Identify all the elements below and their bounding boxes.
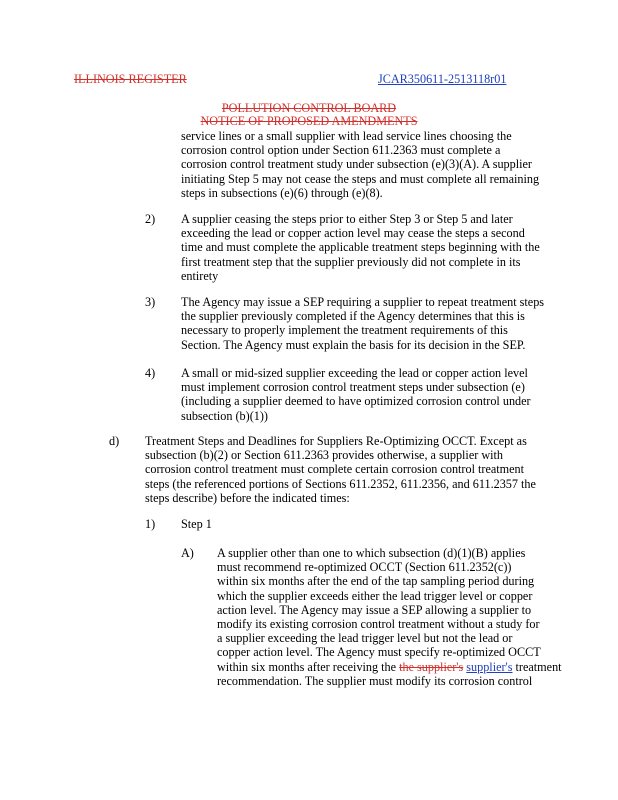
text-line: The Agency may issue a SEP requiring a supplier to repeat treatment steps xyxy=(181,295,545,309)
step-1-label: Step 1 xyxy=(181,517,212,531)
text-line: within six months after the end of the tap sampling period during xyxy=(217,574,535,589)
text-line: modify its existing corrosion control treatment without a study for xyxy=(217,617,540,632)
text-line: (including a supplier deemed to have optimized corrosion control under xyxy=(181,394,531,409)
text-line: service lines or a small supplier with lead service lines choosing the xyxy=(181,129,512,143)
document-code: JCAR350611-2513118r01 xyxy=(378,72,507,86)
text-line: corrosion control option under Section 611.2363 must complete a xyxy=(181,143,501,158)
text-line-with-edit xyxy=(217,660,581,674)
text-line: must implement corrosion control treatment steps under subsection (e) xyxy=(181,380,525,395)
text-line: the supplier previously completed if the Agency determines that this is xyxy=(181,309,525,324)
text-segment: treatment xyxy=(512,659,562,674)
continuation-paragraph xyxy=(181,129,581,200)
register-name: ILLINOIS REGISTER xyxy=(74,72,187,86)
text-line: Treatment Steps and Deadlines for Suppliers Re-Optimizing OCCT. Except as xyxy=(145,434,527,448)
text-line: subsection (b)(2) or Section 611.2363 provides otherwise, a supplier with xyxy=(145,448,503,463)
text-line: Section. The Agency must explain the basis for its decision in the SEP. xyxy=(181,337,526,352)
text-line: time and must complete the applicable treatment steps beginning with the xyxy=(181,240,540,255)
text-line: corrosion control treatment must complete certain corrosion control treatment xyxy=(145,462,525,477)
text-line: steps in subsections (e)(6) through (e)(8). xyxy=(181,185,383,200)
item-2-paragraph xyxy=(181,212,581,283)
item-number-3: 3) xyxy=(145,295,156,309)
item-4-paragraph xyxy=(181,366,581,423)
item-number-2: 2) xyxy=(145,212,156,226)
text-line: corrosion control treatment study under subsection (e)(3)(A). A supplier xyxy=(181,157,532,172)
item-a-paragraph xyxy=(217,546,581,688)
text-line: first treatment step that the supplier previously did not complete in its xyxy=(181,254,521,269)
section-d-paragraph xyxy=(145,434,581,505)
section-letter-d: d) xyxy=(109,434,120,448)
item-number-4: 4) xyxy=(145,366,156,380)
text-line: action level. The Agency may issue a SEP allowing a supplier to xyxy=(217,602,532,617)
text-line: initiating Step 5 may not cease the steps and must complete all remaining xyxy=(181,171,540,186)
text-line: necessary to properly implement the treatment requirements of this xyxy=(181,323,508,338)
text-line: steps (the referenced portions of Sections 611.2352, 611.2356, and 611.2357 the xyxy=(145,476,536,491)
text-line: subsection (b)(1)) xyxy=(181,408,268,423)
agency-title: POLLUTION CONTROL BOARD xyxy=(221,101,397,115)
text-line: exceeding the lead or copper action level may cease the steps a second xyxy=(181,226,525,241)
item-3-paragraph xyxy=(181,295,581,352)
text-line: a supplier exceeding the lead trigger level but not the lead or xyxy=(217,631,513,646)
item-letter-a: A) xyxy=(181,546,194,560)
text-line: A supplier other than one to which subsection (d)(1)(B) applies xyxy=(217,546,526,560)
text-line: recommendation. The supplier must modify its corrosion control xyxy=(217,673,533,688)
text-line: steps describe) before the indicated times: xyxy=(145,490,350,505)
deleted-text: the supplier's xyxy=(399,659,464,674)
step-number-1: 1) xyxy=(145,517,156,531)
text-line: A small or mid-sized supplier exceeding the lead or copper action level xyxy=(181,366,528,380)
inserted-text: supplier's xyxy=(466,659,513,674)
text-line: copper action level. The Agency must specify re-optimized OCCT xyxy=(217,645,541,660)
text-segment: within six months after receiving the xyxy=(217,659,397,674)
text-line: A supplier ceasing the steps prior to either Step 3 or Step 5 and later xyxy=(181,212,513,226)
notice-title: NOTICE OF PROPOSED AMENDMENTS xyxy=(200,114,418,128)
text-line: which the supplier exceeds either the lead trigger level or copper xyxy=(217,588,533,603)
text-line: must recommend re-optimized OCCT (Section 611.2352(c)) xyxy=(217,560,512,575)
text-line: entirety xyxy=(181,268,219,283)
